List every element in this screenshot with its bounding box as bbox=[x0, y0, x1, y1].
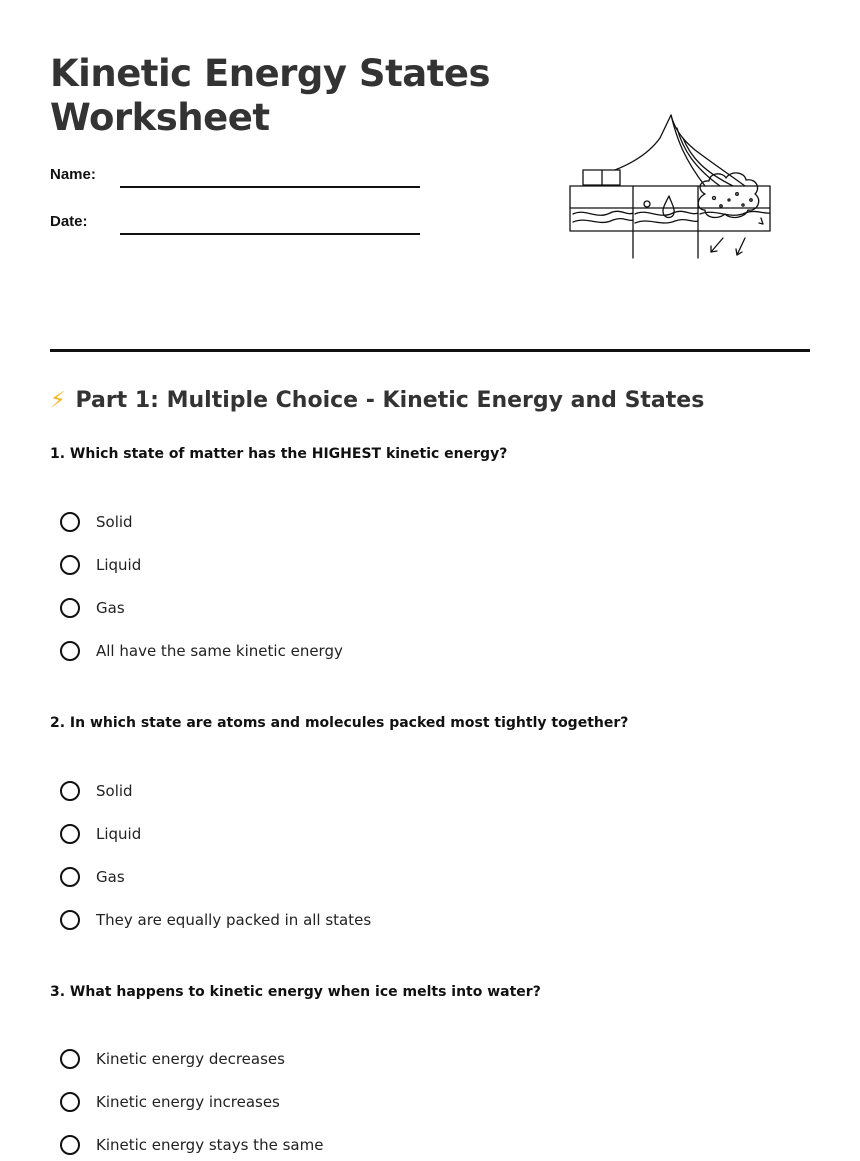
option-label: Solid bbox=[96, 513, 133, 531]
option-label: Kinetic energy increases bbox=[96, 1093, 280, 1111]
q2-option-liquid[interactable] bbox=[60, 821, 141, 847]
radio-button[interactable] bbox=[60, 555, 80, 575]
date-field[interactable] bbox=[120, 233, 420, 235]
q1-option-all-same[interactable] bbox=[60, 638, 343, 664]
q3-option-decreases[interactable] bbox=[60, 1046, 285, 1072]
q1-option-liquid[interactable] bbox=[60, 552, 141, 578]
section-title-text: Part 1: Multiple Choice - Kinetic Energy and States bbox=[75, 388, 705, 413]
option-label: Liquid bbox=[96, 825, 142, 843]
option-label: Kinetic energy decreases bbox=[96, 1050, 285, 1068]
header-divider bbox=[50, 349, 810, 352]
q2-option-gas[interactable] bbox=[60, 864, 125, 890]
option-label: Liquid bbox=[96, 556, 142, 574]
q3-option-same[interactable] bbox=[60, 1132, 323, 1158]
option-label: Gas bbox=[96, 868, 125, 886]
name-field[interactable] bbox=[120, 186, 420, 188]
q2-option-solid[interactable] bbox=[60, 778, 133, 804]
option-label: Gas bbox=[96, 599, 125, 617]
q2-option-equal[interactable] bbox=[60, 907, 371, 933]
section-title bbox=[50, 388, 704, 413]
radio-button[interactable] bbox=[60, 781, 80, 801]
name-label: Name: bbox=[50, 166, 96, 183]
radio-button[interactable] bbox=[60, 910, 80, 930]
q1-option-gas[interactable] bbox=[60, 595, 125, 621]
question-2: 2. In which state are atoms and molecules packed most tightly together? bbox=[50, 715, 629, 731]
q1-option-solid[interactable] bbox=[60, 509, 133, 535]
radio-button[interactable] bbox=[60, 1092, 80, 1112]
option-label: Solid bbox=[96, 782, 133, 800]
option-label: All have the same kinetic energy bbox=[96, 642, 343, 660]
question-3: 3. What happens to kinetic energy when ice melts into water? bbox=[50, 984, 541, 1000]
lightning-bolt-icon: ⚡ bbox=[50, 388, 66, 413]
radio-button[interactable] bbox=[60, 867, 80, 887]
radio-button[interactable] bbox=[60, 598, 80, 618]
option-label: Kinetic energy stays the same bbox=[96, 1136, 324, 1154]
radio-button[interactable] bbox=[60, 1135, 80, 1155]
states-of-matter-illustration bbox=[565, 110, 780, 265]
q3-option-increases[interactable] bbox=[60, 1089, 280, 1115]
page-title: Kinetic Energy States Worksheet bbox=[50, 52, 491, 139]
radio-button[interactable] bbox=[60, 824, 80, 844]
question-1: 1. Which state of matter has the HIGHEST kinetic energy? bbox=[50, 446, 508, 462]
date-label: Date: bbox=[50, 213, 88, 230]
radio-button[interactable] bbox=[60, 641, 80, 661]
radio-button[interactable] bbox=[60, 1049, 80, 1069]
radio-button[interactable] bbox=[60, 512, 80, 532]
option-label: They are equally packed in all states bbox=[96, 911, 372, 929]
